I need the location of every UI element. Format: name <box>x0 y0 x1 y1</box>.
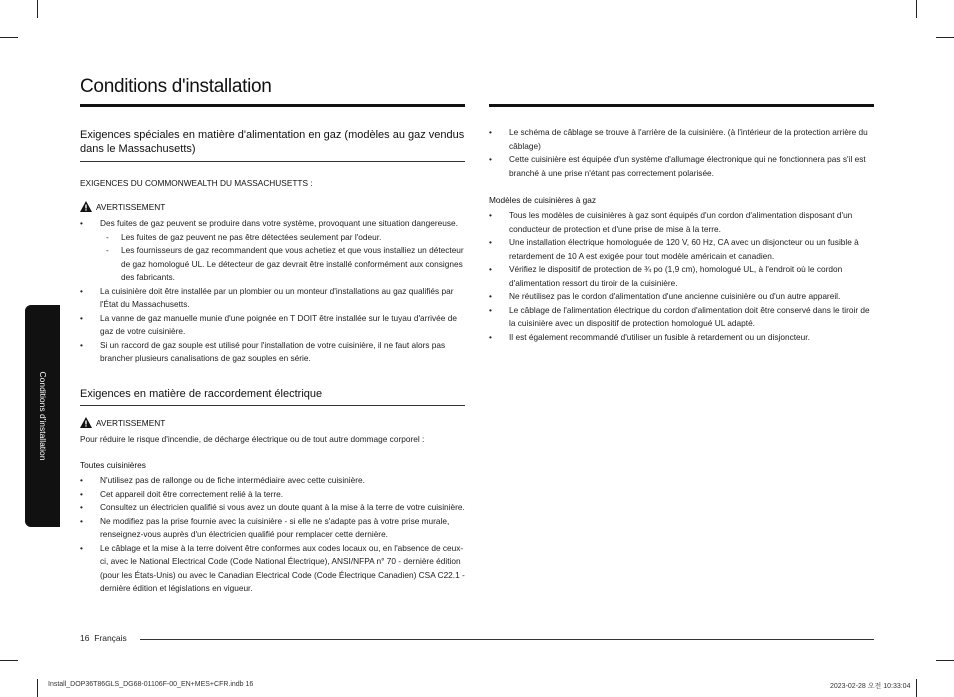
page-footer <box>80 633 127 643</box>
file-info: Install_DOP36T86GLS_DG68-01106F-00_EN+MES+CFR.indb 16 <box>48 681 254 688</box>
crop-mark <box>0 660 18 661</box>
side-tab-label: Conditions d'installation <box>37 371 48 461</box>
gas-heading-rule <box>80 161 465 162</box>
list-item: • Ne réutilisez pas le cordon d'alimentation d'une ancienne cuisinière ou d'un autre appareil. <box>489 291 841 301</box>
list-item: • Cette cuisinière est équipée d'un système d'allumage électronique qui ne fonctionnera pas s'il est branché à une prise n'étant pas correctement polarisée. <box>489 154 866 178</box>
sub-list-item: - Les fournisseurs de gaz recommandent que vous achetiez et que vous installiez un détecteur de gaz homologué UL. Le détecteur de gaz devrait être installé conformément aux consignes des fabricants. <box>106 245 464 282</box>
gas-list <box>80 217 465 366</box>
warning-label <box>80 417 165 428</box>
crop-mark <box>936 37 954 38</box>
list-item: • Des fuites de gaz peuvent se produire dans votre système, provoquant une situation dangereuse. <box>80 218 458 228</box>
list-item: • La vanne de gaz manuelle munie d'une poignée en T DOIT être installée sur le tuyau d'arrivée de gaz de votre cuisinière. <box>80 312 457 336</box>
list-item: • Le câblage de l'alimentation électrique du cordon d'alimentation doit être conservé dans le tiroir de la cuisinière avec un dispositif de protection homologué UL adapté. <box>489 304 870 328</box>
crop-mark <box>37 0 38 18</box>
crop-mark <box>916 0 917 18</box>
crop-mark <box>916 679 917 697</box>
side-tab <box>25 305 60 527</box>
page-number: 16 <box>80 633 90 643</box>
list-item: • N'utilisez pas de rallonge ou de fiche intermédiaire avec cette cuisinière. <box>80 475 365 485</box>
list-item: • Si un raccord de gaz souple est utilisé pour l'installation de votre cuisinière, il ne faut alors pas brancher plusieurs canalisations de gaz souples en série. <box>80 339 446 363</box>
page-title: Conditions d'installation <box>80 76 272 97</box>
crop-mark <box>37 679 38 697</box>
title-rule-left <box>80 104 465 107</box>
electrical-intro: Pour réduire le risque d'incendie, de décharge électrique ou de tout autre dommage corporel : <box>80 434 425 444</box>
list-item: • Cet appareil doit être correctement relié à la terre. <box>80 488 284 499</box>
list-item: • Le câblage et la mise à la terre doivent être conformes aux codes locaux ou, en l'absence de ceux-ci, avec le National Electrical Code (Code National Électrique), ANSI/NFPA n° 70 - dernière édition (pour les États-Unis) ou avec le Canadian Electrical Code (Code Électrique Canadien) CSA C22.1 - dernière édition et législations en vigueur. <box>80 542 465 593</box>
warning-icon <box>80 417 92 428</box>
list-item: • Tous les modèles de cuisinières à gaz sont équipés d'un cordon d'alimentation disposant d'un conducteur de protection et d'une prise de mise à la terre. <box>489 210 853 234</box>
list-item: • Le schéma de câblage se trouve à l'arrière de la cuisinière. (à l'intérieur de la protection arrière du câblage) <box>489 127 868 151</box>
crop-mark <box>0 37 18 38</box>
page-language: Français <box>94 633 127 643</box>
list-item: • Vérifiez le dispositif de protection de ¾ po (1,9 cm), homologué UL, à l'endroit où le cordon d'alimentation ressort du tiroir de la cuisinière. <box>489 264 843 288</box>
warning-icon <box>80 201 92 212</box>
list-item: • Une installation électrique homologuée de 120 V, 60 Hz, CA avec un disjoncteur ou un fusible à retardement de 10 A est exigée pour tout modèle américain et canadien. <box>489 237 859 261</box>
commonwealth-label: EXIGENCES DU COMMONWEALTH DU MASSACHUSETTS : <box>80 178 313 188</box>
warning-text: AVERTISSEMENT <box>96 417 166 428</box>
list-item: • Consultez un électricien qualifié si vous avez un doute quant à la mise à la terre de votre cuisinière. <box>80 502 465 512</box>
electrical-heading: Exigences en matière de raccordement électrique <box>80 388 323 400</box>
print-date: 2023-02-28 오전 10:33:04 <box>830 683 911 690</box>
title-rule-right <box>489 104 874 107</box>
gas-models-list <box>489 209 874 344</box>
electrical-heading-rule <box>80 405 465 406</box>
electrical-list <box>80 474 465 596</box>
crop-mark <box>936 660 954 661</box>
sub-list-item: - Les fuites de gaz peuvent ne pas être détectées seulement par l'odeur. <box>106 231 382 242</box>
list-item: • Il est également recommandé d'utiliser un fusible à retardement ou un disjoncteur. <box>489 331 810 342</box>
gas-heading: Exigences spéciales en matière d'alimentation en gaz (modèles au gaz vendus dans le Massachusetts) <box>80 129 465 155</box>
right-list-top <box>489 126 874 180</box>
warning-text: AVERTISSEMENT <box>96 201 166 212</box>
warning-label <box>80 201 165 212</box>
all-ranges-label: Toutes cuisinières <box>80 460 146 470</box>
list-item: • Ne modifiez pas la prise fournie avec la cuisinière - si elle ne s'adapte pas à votre prise murale, renseignez-vous auprès d'un électricien qualifié pour remplacer cette dernière. <box>80 515 450 539</box>
footer-rule <box>140 639 874 640</box>
gas-models-label: Modèles de cuisinières à gaz <box>489 195 596 205</box>
list-item: • La cuisinière doit être installée par un plombier ou un monteur d'installations au gaz qualifiés par l'État du Massachusetts. <box>80 285 454 309</box>
